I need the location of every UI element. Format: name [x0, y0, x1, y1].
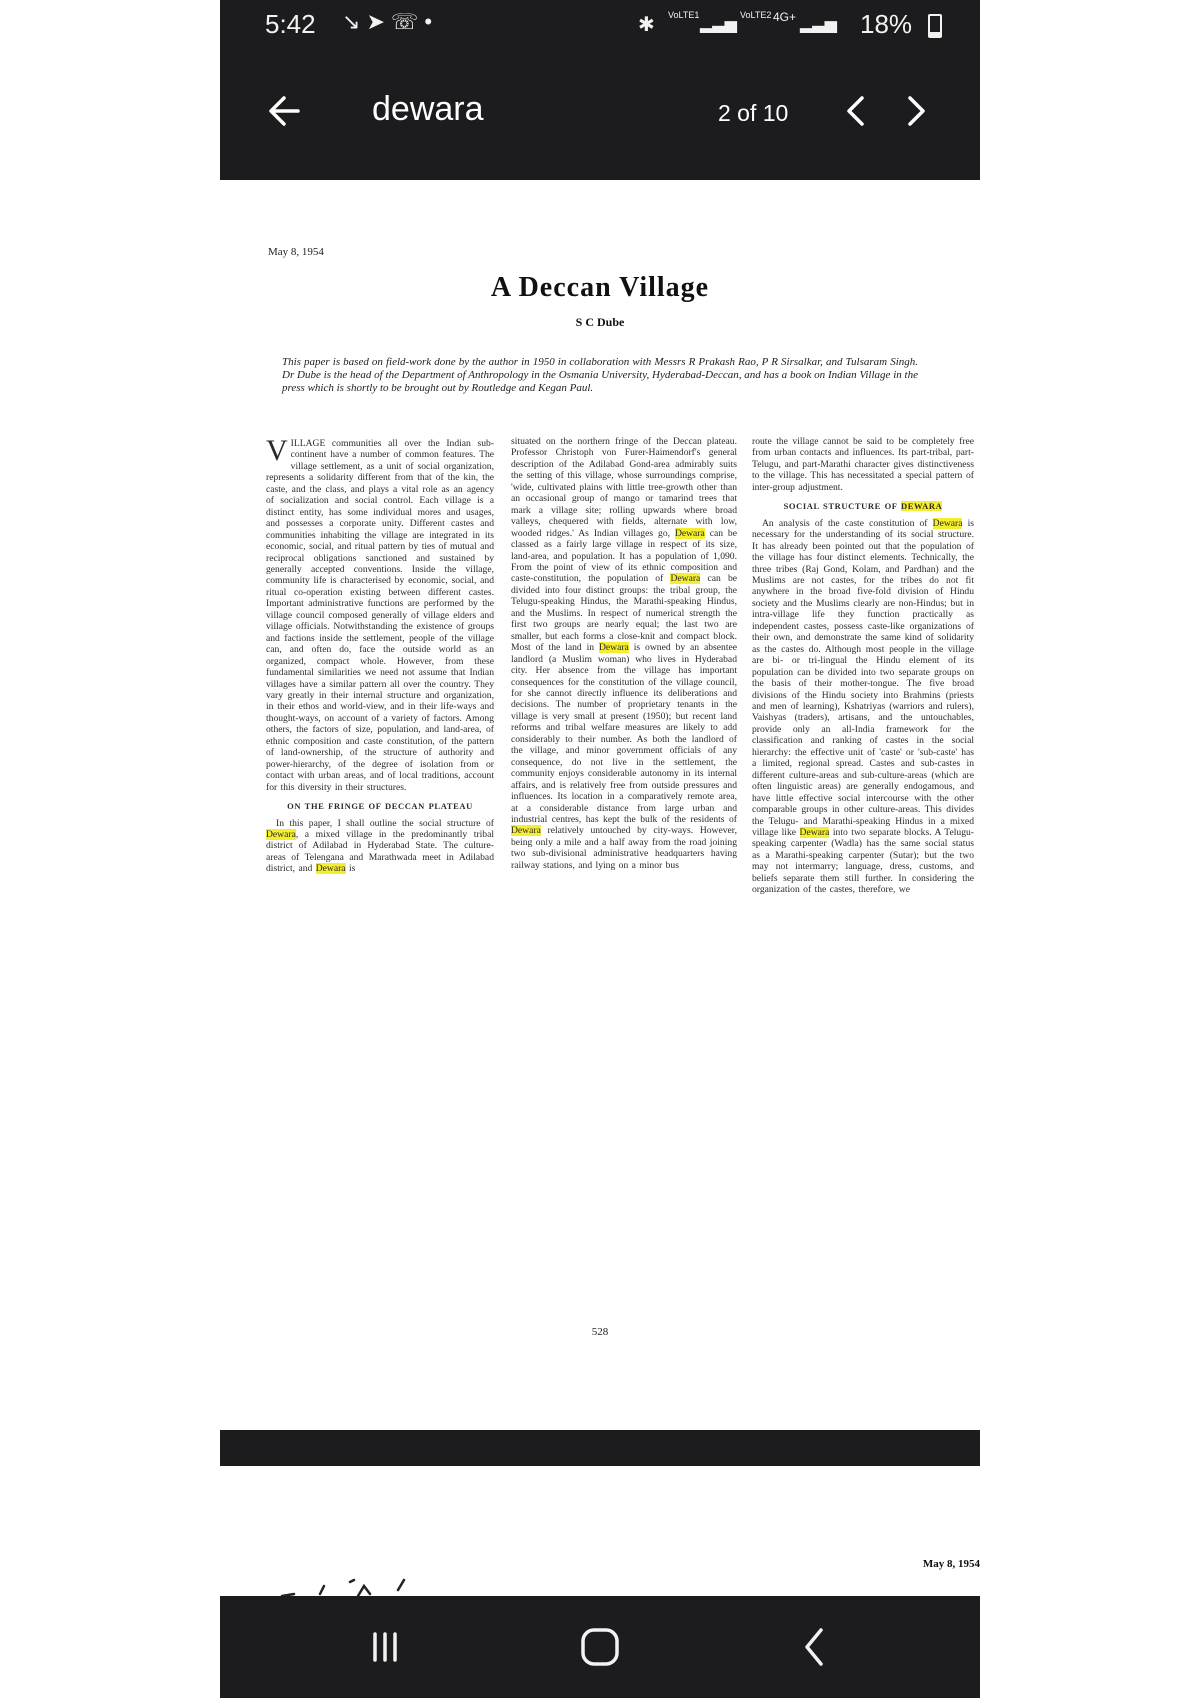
- col2-text-a: situated on the northern fringe of the Deccan plateau. Professor Christoph von Furer-Haimendorf's general description of the Adilabad Gond-area admirably suits the setting of this village, whose surroundings comprise, 'wide, cultivated plains with little tree-growth other than an occasional group of mango or tamarind trees that mark a village site; rolling upwards where broad valleys, chequered with fields, alternate with low, wooded ridges.' As Indian villages go,: [511, 436, 737, 539]
- page-number: 528: [591, 1326, 609, 1338]
- next-page-date: May 8, 1954: [922, 1558, 980, 1570]
- article-abstract: This paper is based on field-work done by the author in 1950 in collaboration with Messrs R Prakash Rao, P R Sirsalkar, and Tulsaram Singh. Dr Dube is the head of the Department of Anthropology in the Osmania University, Hyderabad-Deccan, and has a book on Indian Village in the press which is shortly to be brought out by Routledge and Kegan Paul.: [282, 356, 918, 394]
- search-query[interactable]: dewara: [372, 90, 484, 128]
- col3-text-b: is necessary for the understanding of its social structure. It has already been pointed out that the population of the village has four distinct elements. Technically, the three tribes (Raj Gond, Kolam, and Pardhan) and the Muslims are not castes, for the tribes do not fit anywhere in the broad five-fold division of Hindu society and the Muslims clearly are non-Hindus; but in intra-village life they function practically as independent castes, possess caste-like organizations of their own, and demonstrate the same kind of solidarity as the castes do. Although most people in the village are bi- or tri-lingual the Hindu element of its population can be divided into two separate groups on the basis of their mother-tongue. The five broad divisions of the Hindu society into Brahmins (priests and men of learning), Kshatriyas (warriors and rulers), Vaishyas (traders), artisans, and the untouchables, provide only an all-India framework for the classification and ranking of castes in the social hierarchy: the effective unit of 'caste' or 'sub-caste' has a limited, regional spread. Castes and sub-castes in different culture-areas and sub-culture-areas (which are often linguistic areas) are generally endogamous, and have little effective social intercourse with the other comparable groups in other culture-areas. This divides the Telugu- and Marathi-speaking Hindus in a mixed village like: [752, 517, 974, 838]
- handwriting-mark: [280, 1576, 440, 1598]
- col3-section-heading: SOCIAL STRUCTURE OF DEWARA: [783, 501, 943, 512]
- page-separator: [220, 1430, 980, 1466]
- status-time: 5:42: [265, 9, 316, 39]
- dot-icon: •: [424, 9, 439, 34]
- next-match-button[interactable]: [890, 86, 940, 136]
- page-date: May 8, 1954: [268, 246, 324, 258]
- system-back-button[interactable]: [785, 1622, 845, 1672]
- telegram-icon: ➤: [366, 9, 391, 34]
- status-bar: [220, 0, 980, 48]
- col2-text-e: relatively untouched by city-ways. However, being only a mile and a half away from the road joining two sub-divisional administrative headquarters having railway stations, and lying on a minor bus: [511, 825, 737, 871]
- col3-text-a: An analysis of the caste constitution of: [762, 517, 928, 529]
- home-icon: [570, 1622, 630, 1672]
- col3-paragraph-1: route the village cannot be said to be completely free from urban contacts and influences. Its part-tribal, part-Telugu, and part-Marathi character gives distinctiveness to the village. This has necessitated a special pattern of inter-group adjustment.: [752, 436, 974, 493]
- signal-icon-1: ▂▃▅: [700, 16, 737, 33]
- whatsapp-icon: ☏: [390, 9, 425, 34]
- search-highlight: Dewara: [799, 826, 830, 838]
- recents-icon: [355, 1622, 415, 1672]
- search-highlight: Dewara: [932, 517, 963, 529]
- search-highlight: Dewara: [315, 863, 346, 875]
- system-back-icon: [785, 1622, 845, 1672]
- search-highlight: DEWARA: [901, 501, 943, 512]
- home-button[interactable]: [570, 1622, 630, 1672]
- col1-p2-text-c: is: [348, 863, 356, 875]
- chevron-right-icon: [890, 86, 940, 136]
- back-button[interactable]: [260, 86, 310, 136]
- col3-text-c: into two separate blocks. A Telugu-speaking carpenter (Wadla) has the same social status as a Marathi-speaking carpenter (Sutar); but the two may not intermarry; language, dress, customs, and beliefs separate them still further. In considering the organization of the castes, therefore, we: [752, 826, 974, 896]
- article-author: S C Dube: [575, 315, 625, 329]
- col1-p2-text-b: , a mixed village in the predominantly tribal district of Adilabad in Hyderabad State. The culture-areas of Telengana and Marathwada meet in Adilabad district, and: [266, 828, 494, 875]
- battery-percent: 18%: [860, 9, 913, 39]
- col1-p2-text-a: In this paper, I shall outline the social structure of: [276, 817, 494, 829]
- missed-call-icon: ↘: [342, 9, 367, 34]
- col2-text-d: is owned by an absentee landlord (a Muslim woman) who lives in Hyderabad city. Her absence from the village has important consequences for the constitution of the village council, for she cannot directly influence its deliberations and decisions. The number of proprietary tenants in the village is very small at present (1950); but recent land reforms and tribal welfare measures are likely to add considerably to their number. As both the landlord of the village, and minor government officials of any consequence, do not live in the settlement, the community enjoys considerable autonomy in its internal affairs, and is relatively free from outside pressures and influences. Its location in a comparatively remote area, at a considerable distance from large urban and industrial centres, has kept the bulk of the residents of: [511, 642, 738, 825]
- match-counter: 2 of 10: [718, 100, 789, 126]
- col1-section-heading: ON THE FRINGE OF DECCAN PLATEAU: [287, 801, 473, 812]
- bluetooth-icon: ✱: [638, 14, 655, 36]
- search-highlight: Dewara: [266, 828, 296, 840]
- network-label-2: VoLTE2: [740, 10, 772, 20]
- text-column-2: [511, 436, 737, 875]
- col2-text-c: can be divided into four distinct groups: the tribal group, the Telugu-speaking Hindus, the Marathi-speaking Hindus, and the Muslims. In respect of numerical strength the first two groups are nearly equal; the last two are smaller, but each forms a close-knit and compact block. Most of the land in: [511, 573, 737, 654]
- next-pdf-page[interactable]: [220, 1466, 980, 1596]
- drop-cap: V: [266, 434, 288, 467]
- text-column-3: [752, 436, 974, 900]
- text-column-1: [266, 434, 494, 879]
- recents-button[interactable]: [355, 1622, 415, 1672]
- arrow-left-icon: [260, 86, 310, 136]
- chevron-left-icon: [832, 86, 882, 136]
- article-title: A Deccan Village: [490, 272, 710, 303]
- previous-match-button[interactable]: [832, 86, 882, 136]
- navigation-bar: [220, 1596, 980, 1698]
- notification-icons: [342, 9, 438, 35]
- col2-text-b: can be classed as a fairly large village in respect of its size, land-area, and population. It has a population of 1,090. From the point of view of its ethnic composition and caste-constitution, the population of: [511, 527, 737, 585]
- search-highlight: Dewara: [598, 642, 629, 654]
- search-toolbar: [220, 48, 980, 180]
- search-highlight: Dewara: [670, 573, 701, 585]
- phone-screen: [220, 0, 980, 1698]
- signal-icon-2: ▂▃▅: [800, 16, 837, 33]
- search-highlight: Dewara: [511, 825, 541, 837]
- battery-icon: [928, 14, 942, 38]
- pdf-page[interactable]: [220, 180, 980, 1430]
- network-type: 4G+: [773, 10, 797, 24]
- network-label-1: VoLTE1: [668, 10, 700, 20]
- col1-paragraph-1: ILLAGE communities all over the Indian sub-continent have a number of common features. The village settlement, as a unit of social organization, represents a solidarity different from that of the kin, the caste, and the class, and plays a vital role as an agency of socialization and social control. Each village is a distinct entity, has some individual mores and usages, and possesses a corporate unity. Different castes and communities inhabiting the village are integrated in its economic, social, and ritual pattern by ties of mutual and reciprocal obligations sanctioned and sustained by generally accepted conventions. Inside the village, community life is characterised by economic, social, and ritual co-operation existing between different castes. Important administrative functions are performed by the village council composed generally of village elders and village officials. Notwithstanding the existence of groups and factions inside the settlement, people of the village can, and often do, face the outside world as an organized, compact whole. However, from these fundamental similarities we need not assume that Indian villages have a similar pattern all over the country. They vary greatly in their internal structure and organization, in their ethos and world-view, and in their life-ways and thought-ways, on account of a variety of factors. Among others, the factors of size, population, and land-area, of ethnic composition and caste constitution, of the pattern of land-ownership, of the structure of authority and power-hierarchy, of the degree of isolation from or contact with urban areas, and of local traditions, account for this diversity in their structures.: [266, 438, 494, 793]
- search-highlight: Dewara: [674, 527, 705, 539]
